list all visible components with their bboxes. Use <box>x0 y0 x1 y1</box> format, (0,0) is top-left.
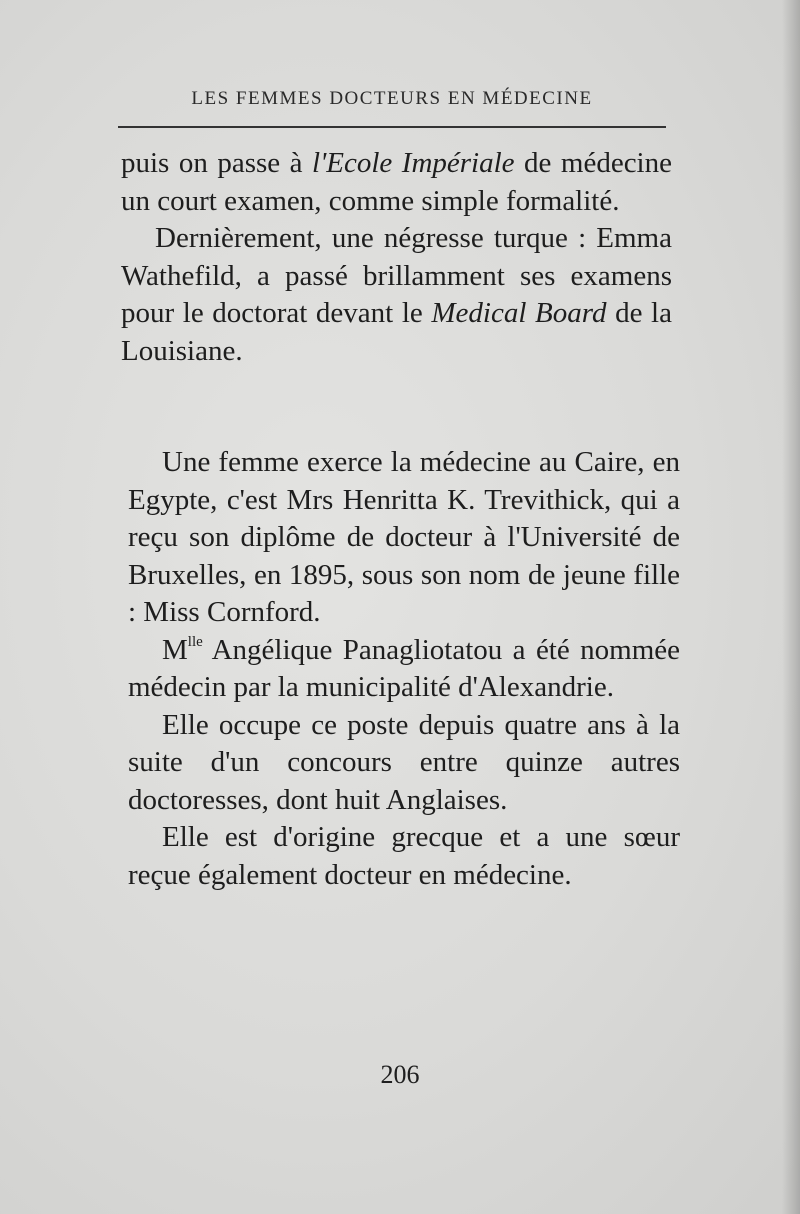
paragraph-text: Angélique Panagliotatou a été nommée médecin par la municipalité d'Alexandrie. <box>128 633 680 703</box>
paragraph-text: de la Louisiane. <box>121 297 672 367</box>
paragraph <box>128 632 680 707</box>
page-edge-shadow <box>782 0 800 1214</box>
paragraph-continuation <box>121 145 672 220</box>
paragraph: Elle est d'origine grecque et a une sœur reçue également docteur en médecine. <box>128 821 680 891</box>
paragraph-text: Dernièrement, une négresse turque : Emma Wathefild, a passé brillamment ses examens pour le doctorat devant le <box>121 222 672 329</box>
text-block-top <box>121 145 672 370</box>
running-header: LES FEMMES DOCTEURS EN MÉDECINE <box>191 88 593 109</box>
text-block-bottom <box>128 444 680 894</box>
page-number: 206 <box>380 1060 420 1089</box>
italic-phrase: l'Ecole Impériale <box>312 147 515 179</box>
header-rule <box>118 126 666 128</box>
paragraph: Une femme exerce la médecine au Caire, en Egypte, c'est Mrs Henritta K. Trevithick, qui a reçu son diplôme de docteur à l'Université de Bruxelles, en 1895, sous son nom de jeune fille : Miss Cornford. <box>128 446 680 628</box>
paragraph <box>121 220 672 370</box>
honorific: M <box>162 633 188 666</box>
honorific-superscript: lle <box>187 633 203 650</box>
paragraph-text: puis on passe à <box>121 147 313 179</box>
paragraph-text: de médecine un court examen, comme simple formalité. <box>121 147 672 217</box>
paragraph: Elle occupe ce poste depuis quatre ans à la suite d'un concours entre quinze autres doctoresses, dont huit Anglaises. <box>128 708 680 816</box>
italic-phrase: Medical Board <box>431 297 607 329</box>
